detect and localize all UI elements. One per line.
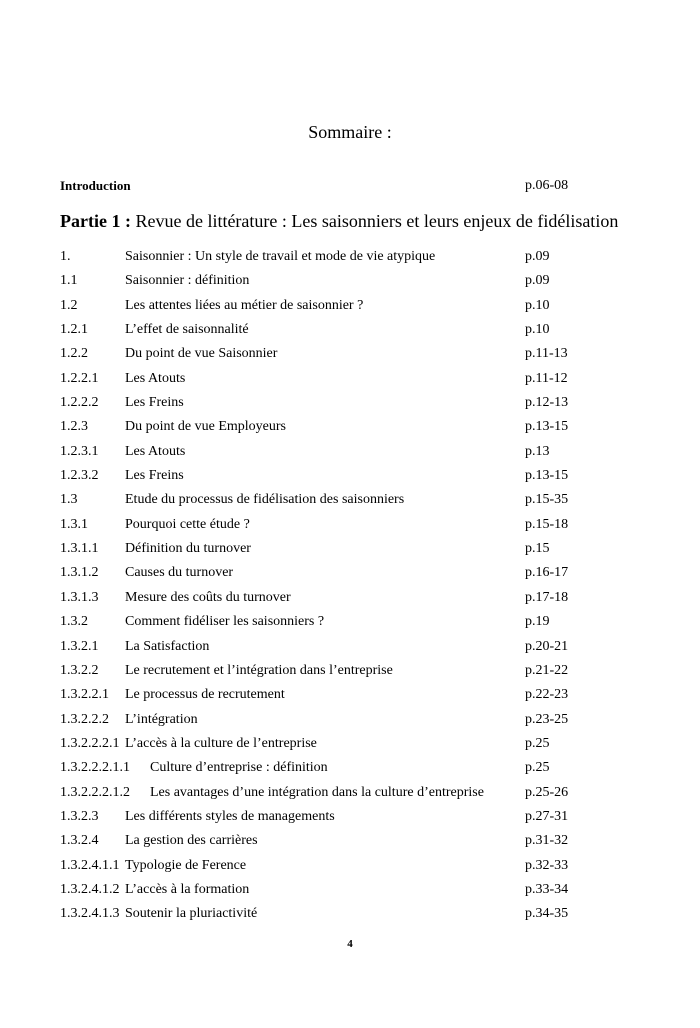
toc-entry-number: 1.3.2.2 [60,662,99,678]
toc-entry-title: Les Atouts [125,370,186,386]
toc-introduction-row [60,178,570,198]
toc-row [60,444,580,468]
toc-entry-page: p.09 [525,273,550,289]
toc-entry-page: p.11-13 [525,346,568,362]
toc-entry-number: 1.3.2.2.2.1.2 [60,784,130,800]
toc-entry-page: p.11-12 [525,370,568,386]
page-number: 4 [347,938,353,950]
toc-row [60,468,580,492]
toc-entry-title: Culture d’entreprise : définition [150,760,328,776]
toc-entry-number: 1.3.2.4.1.2 [60,881,120,897]
toc-row [60,833,580,857]
toc-entry-page: p.20-21 [525,638,569,654]
toc-entry-page: p.23-25 [525,711,569,727]
toc-entry-number: 1.3.2.4.1.3 [60,906,120,922]
toc-entry-title: Mesure des coûts du turnover [125,589,291,605]
toc-entry-page: p.13-15 [525,419,569,435]
toc-row [60,565,580,589]
toc-entry-number: 1.3.1 [60,516,88,532]
toc-entry-title: Les Freins [125,468,184,484]
toc-entry-title: Pourquoi cette étude ? [125,516,250,532]
toc-row [60,736,580,760]
toc-entry-page: p.34-35 [525,906,569,922]
toc-entry-title: Du point de vue Saisonnier [125,346,278,362]
toc-row [60,346,580,370]
toc-entry-number: 1.3.2.2.2.1.1 [60,760,130,776]
toc-entry-title: Soutenir la pluriactivité [125,906,258,922]
toc-entry-title: Le processus de recrutement [125,687,285,703]
toc-entry-number: 1.3.1.3 [60,589,99,605]
toc-entry-number: 1.3.2.2.2.1 [60,735,120,751]
toc-entry-number: 1.3.1.1 [60,541,99,557]
toc-entry-page: p.19 [525,614,550,630]
toc-row [60,273,580,297]
toc-entry-number: 1.3.2.2.1 [60,687,109,703]
toc-entry-title: Etude du processus de fidélisation des saisonniers [125,492,405,508]
toc-row [60,371,580,395]
toc-entry-page: p.25 [525,760,550,776]
toc-row [60,322,580,346]
introduction-label: Introduction [60,178,131,193]
toc-row [60,687,580,711]
toc-entry-title: L’intégration [125,711,198,727]
toc-row [60,882,580,906]
toc-entry-number: 1.2.1 [60,322,88,338]
toc-row [60,785,580,809]
toc-entry-page: p.27-31 [525,808,569,824]
toc-row [60,760,580,784]
toc-entry-title: Causes du turnover [125,565,234,581]
toc-entry-page: p.25-26 [525,784,569,800]
toc-entry-page: p.22-23 [525,687,569,703]
toc-row [60,395,580,419]
toc-entry-page: p.17-18 [525,589,569,605]
toc-entry-title: Les attentes liées au métier de saisonnier ? [125,297,364,313]
toc-entry-title: Saisonnier : définition [125,273,250,289]
toc-entry-number: 1. [60,249,71,264]
toc-entry-title: Saisonnier : Un style de travail et mode de vie atypique [125,249,436,264]
toc-entry-number: 1.3.1.2 [60,565,99,581]
toc-row [60,639,580,663]
toc-entry-page: p.12-13 [525,395,569,411]
toc-row [60,541,580,565]
toc-entry-title: La gestion des carrières [125,833,258,849]
part1-label: Partie 1 : [60,211,131,231]
toc-row [60,298,580,322]
toc-entry-number: 1.2.2.1 [60,370,99,386]
toc-entry-page: p.13 [525,443,550,459]
toc-entry-number: 1.2.3.1 [60,443,99,459]
toc-entry-number: 1.2.2.2 [60,395,99,411]
toc-entry-title: Définition du turnover [125,541,251,557]
page-title: Sommaire : [308,122,392,142]
toc-entry-number: 1.3.2.3 [60,808,99,824]
toc-row [60,492,580,516]
toc-entry-page: p.21-22 [525,662,569,678]
toc-entry-number: 1.3.2.2.2 [60,711,109,727]
toc-entry-title: L’accès à la formation [125,881,250,897]
toc-row [60,663,580,687]
toc-entry-title: L’accès à la culture de l’entreprise [125,735,317,751]
toc-entry-page: p.13-15 [525,468,569,484]
toc-entry-page: p.33-34 [525,881,569,897]
toc-entry-title: Comment fidéliser les saisonniers ? [125,614,325,630]
toc-entry-title: Typologie de Ference [125,857,247,873]
toc-entry-page: p.25 [525,735,550,751]
toc-row [60,517,580,541]
toc-row [60,712,580,736]
toc-entry-title: Les Freins [125,395,184,411]
toc-entry-number: 1.3 [60,492,78,508]
toc-entry-page: p.15-35 [525,492,569,508]
toc-entry-title: Du point de vue Employeurs [125,419,286,435]
toc-entry-title: La Satisfaction [125,638,210,654]
toc-entry-number: 1.2.3.2 [60,468,99,484]
toc-entry-number: 1.3.2.1 [60,638,99,654]
introduction-page: p.06-08 [525,178,569,193]
toc-row [60,614,580,638]
toc-entry-number: 1.3.2.4 [60,833,99,849]
toc-row [60,419,580,443]
toc-entry-title: Les avantages d’une intégration dans la culture d’entreprise [150,784,484,800]
toc-entry-page: p.31-32 [525,833,569,849]
toc-row [60,906,580,930]
toc-entry-page: p.15-18 [525,516,569,532]
toc-entry-page: p.15 [525,541,550,557]
toc-row [60,249,580,273]
toc-entry-number: 1.3.2.4.1.1 [60,857,120,873]
part1-title: Revue de littérature : Les saisonniers et leurs enjeux de fidélisation [135,211,619,231]
table-of-contents [60,249,580,931]
toc-row [60,809,580,833]
toc-entry-page: p.09 [525,249,550,264]
toc-entry-number: 1.3.2 [60,614,88,630]
toc-entry-page: p.32-33 [525,857,569,873]
toc-entry-title: L’effet de saisonnalité [125,322,249,338]
toc-entry-title: Les Atouts [125,443,186,459]
toc-entry-title: Le recrutement et l’intégration dans l’entreprise [125,662,393,678]
toc-entry-number: 1.1 [60,273,78,289]
toc-entry-number: 1.2 [60,297,78,313]
part1-heading [60,211,619,232]
toc-entry-page: p.10 [525,322,550,338]
toc-entry-page: p.10 [525,297,550,313]
toc-entry-number: 1.2.3 [60,419,88,435]
toc-row [60,858,580,882]
toc-row [60,590,580,614]
toc-entry-number: 1.2.2 [60,346,88,362]
toc-entry-page: p.16-17 [525,565,569,581]
toc-entry-title: Les différents styles de managements [125,808,335,824]
